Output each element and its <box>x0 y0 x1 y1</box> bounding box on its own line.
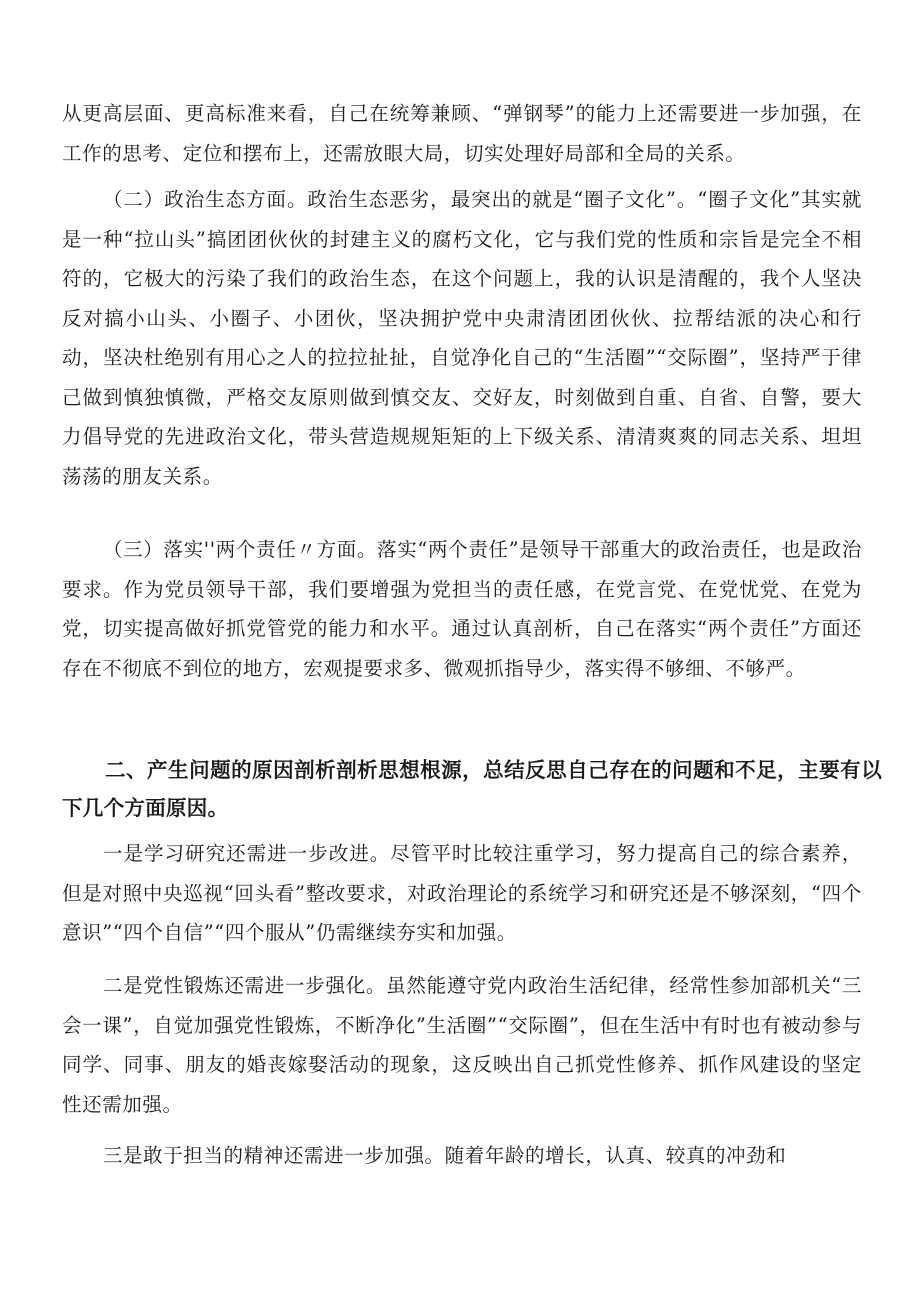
section-heading-causes: 二、产生问题的原因剖析剖析思想根源，总结反思自己存在的问题和不足，主要有以下几个方面原因。 <box>62 758 882 820</box>
paragraph-responsibility: 三是敢于担当的精神还需进一步加强。随着年龄的增长，认真、较真的冲劲和 <box>102 1144 787 1167</box>
paragraph-two-responsibilities: （三）落实''两个责任〃方面。落实“两个责任”是领导干部重大的政治责任，也是政治要求。作为党员领导干部，我们要增强为党担当的责任感，在党言党、在党忧党、在党为党，切实提高做好抓党管党的能力和水平。通过认真剖析，自己在落实“两个责任”方面还存在不彻底不到位的地方，宏观提要求多、微观抓指导少，落实得不够细、不够严。 <box>62 538 862 680</box>
paragraph-political-ecology: （二）政治生态方面。政治生态恶劣，最突出的就是“圈子文化”。“圈子文化”其实就是一种“拉山头”搞团团伙伙的封建主义的腐朽文化，它与我们党的性质和宗旨是完全不相符的，它极大的污染了我们的政治生态，在这个问题上，我的认识是清醒的，我个人坚决反对搞小山头、小圈子、小团伙，坚决拥护党中央肃清团团伙伙、拉帮结派的决心和行动，坚决杜绝别有用心之人的拉拉扯扯，自觉净化自己的“生活圈”“交际圈”，坚持严于律己做到慎独慎微，严格交友原则做到慎交友、交好友，时刻做到自重、自省、自警，要大力倡导党的先进政治文化，带头营造规规矩矩的上下级关系、清清爽爽的同志关系、坦坦荡荡的朋友关系。 <box>62 188 862 488</box>
paragraph-continuation: 从更高层面、更高标准来看，自己在统筹兼顾、“弹钢琴”的能力上还需要进一步加强，在工作的思考、定位和摆布上，还需放眼大局，切实处理好局部和全局的关系。 <box>62 102 862 165</box>
paragraph-study: 一是学习研究还需进一步改进。尽管平时比较注重学习，努力提高自己的综合素养，但是对照中央巡视“回头看”整改要求，对政治理论的系统学习和研究还是不够深刻，“四个意识”“四个自信”“四个服从”仍需继续夯实和加强。 <box>62 842 862 944</box>
paragraph-party-spirit: 二是党性锻炼还需进一步强化。虽然能遵守党内政治生活纪律，经常性参加部机关“三会一课”，自觉加强党性锻炼，不断净化”生活圈”“交际圈”，但在生活中有时也有被动参与同学、同事、朋友的婚丧嫁娶活动的现象，这反映出自己抓党性修养、抓作风建设的坚定性还需加强。 <box>62 974 862 1116</box>
